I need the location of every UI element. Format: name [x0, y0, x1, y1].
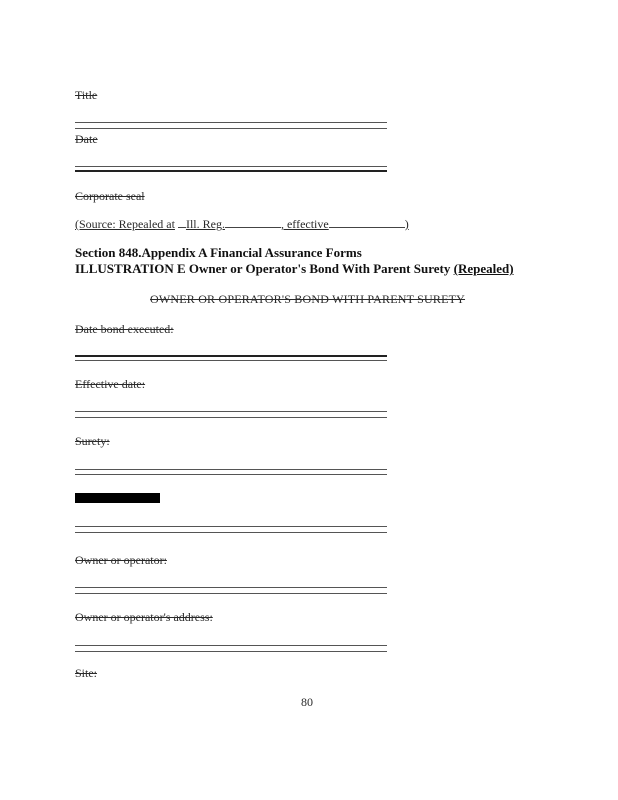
- date-bond-executed-label: Date bond executed:: [75, 322, 174, 336]
- surety-label: Surety:: [75, 434, 110, 448]
- source-effective: , effective: [280, 217, 329, 231]
- date-bond-line-1: [75, 355, 387, 357]
- title-line-1: [75, 122, 387, 123]
- owner-operator-label: Owner or operator:: [75, 553, 167, 567]
- effective-line-1: [75, 411, 387, 412]
- source-blank-2: [225, 216, 281, 228]
- site-label: Site:: [75, 666, 98, 680]
- date-bond-line-2: [75, 360, 387, 361]
- source-prefix: (Source: Repealed at: [75, 217, 175, 231]
- owner-line-1: [75, 587, 387, 588]
- source-reg: Ill. Reg.: [185, 217, 225, 231]
- source-blank-3: [329, 216, 405, 228]
- date-line-2: [75, 170, 387, 172]
- corporate-seal-label: Corporate seal: [75, 189, 145, 203]
- surety-line-2: [75, 474, 387, 475]
- effective-line-2: [75, 417, 387, 418]
- title-line-2: [75, 128, 387, 129]
- redacted-line-1: [75, 526, 387, 527]
- source-note: [75, 216, 409, 232]
- address-line-2: [75, 651, 387, 652]
- surety-line-1: [75, 469, 387, 470]
- owner-address-label: Owner or operator's address:: [75, 610, 213, 624]
- illustration-title: ILLUSTRATION E Owner or Operator's Bond With Parent Surety: [75, 261, 451, 276]
- date-label: Date: [75, 132, 98, 146]
- owner-line-2: [75, 593, 387, 594]
- address-line-1: [75, 645, 387, 646]
- source-close: ): [404, 217, 409, 231]
- repealed-marker: (Repealed): [453, 261, 514, 276]
- title-label: Title: [75, 88, 98, 102]
- form-title: OWNER OR OPERATOR'S BOND WITH PARENT SURETY: [150, 292, 466, 306]
- redaction-block: [75, 493, 160, 503]
- illustration-heading: [75, 261, 514, 277]
- source-blank-1: [178, 216, 186, 228]
- page-number: 80: [301, 695, 313, 709]
- section-heading: Section 848.Appendix A Financial Assurance Forms: [75, 245, 362, 260]
- redacted-line-2: [75, 532, 387, 533]
- date-line-1: [75, 166, 387, 167]
- effective-date-label: Effective date:: [75, 377, 146, 391]
